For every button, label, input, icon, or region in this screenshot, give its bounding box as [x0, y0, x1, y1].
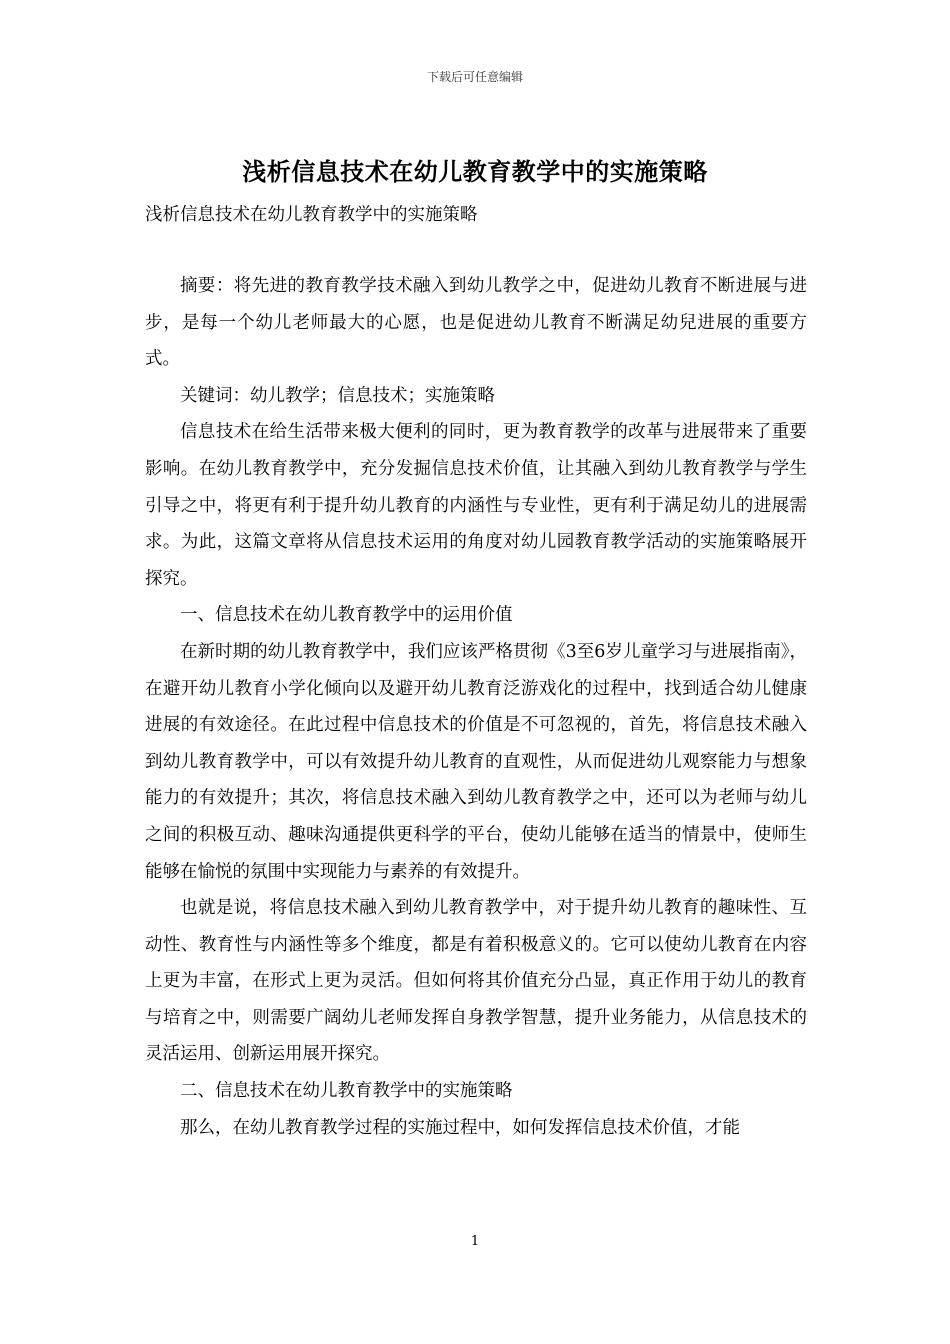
- document-body: [145, 268, 807, 1146]
- section-heading-1: 一、信息技术在幼儿教育教学中的运用价值: [180, 605, 513, 626]
- abstract-paragraph: 摘要：将先进的教育教学技术融入到幼儿教学之中，促进幼儿教育不断进展与进步，是每一个幼儿老师最大的心愿，也是促进幼儿教育不断满足幼兒进展的重要方式。: [145, 276, 807, 370]
- document-subtitle: 浅析信息技术在幼儿教育教学中的实施策略: [145, 205, 478, 225]
- document-title: 浅析信息技术在幼儿教育教学中的实施策略: [242, 158, 708, 186]
- keywords-paragraph: 关键词：幼儿教学；信息技术；实施策略: [180, 385, 495, 406]
- page-number: 1: [470, 1234, 480, 1249]
- section-heading-2: 二、信息技术在幼儿教育教学中的实施策略: [180, 1081, 513, 1102]
- body-paragraph: 也就是说，将信息技术融入到幼儿教育教学中，对于提升幼儿教育的趣味性、互动性、教育性与内涵性等多个维度，都是有着积极意义的。它可以使幼儿教育在内容上更为丰富，在形式上更为灵活。但如何将其价值充分凸显，真正作用于幼儿的教育与培育之中，则需要广阔幼儿老师发挥自身教学智慧，提升业务能力，从信息技术的灵活运用、创新运用展开探究。: [145, 898, 807, 1065]
- body-paragraph: 在新时期的幼儿教育教学中，我们应该严格贯彻《3至6岁儿童学习与进展指南》，在避开幼儿教育小学化倾向以及避开幼儿教育泛游戏化的过程中，找到适合幼儿健康进展的有效途径。在此过程中信息技术的价值是不可忽视的，首先，将信息技术融入到幼儿教育教学中，可以有效提升幼儿教育的直观性，从而促进幼儿观察能力与想象能力的有效提升；其次，将信息技术融入到幼儿教育教学之中，还可以为老师与幼儿之间的积极互动、趣味沟通提供更科学的平台，使幼儿能够在适当的情景中，使师生能够在愉悦的氛围中实现能力与素养的有效提升。: [145, 641, 807, 882]
- header-note: 下载后可任意编辑: [426, 70, 523, 84]
- intro-paragraph: 信息技术在给生活带来极大便利的同时，更为教育教学的改革与进展带来了重要影响。在幼儿教育教学中，充分发掘信息技术价值，让其融入到幼儿教育教学与学生引导之中，将更有利于提升幼儿教育的内涵性与专业性，更有利于满足幼儿的进展需求。为此，这篇文章将从信息技术运用的角度对幼儿园教育教学活动的实施策略展开探究。: [145, 422, 807, 589]
- body-paragraph: 那么，在幼儿教育教学过程的实施过程中，如何发挥信息技术价值，才能: [180, 1117, 740, 1138]
